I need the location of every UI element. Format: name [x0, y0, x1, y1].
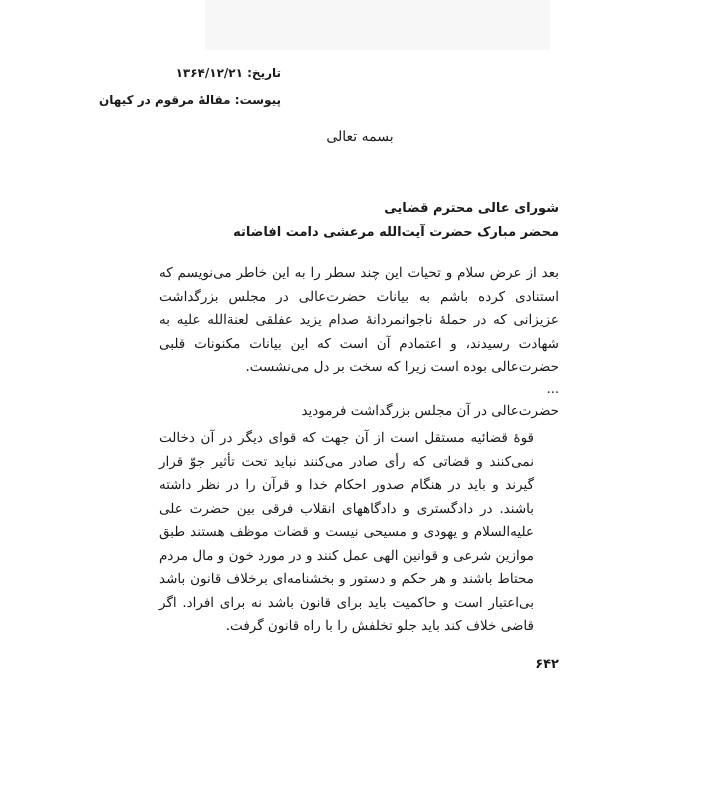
scan-top-strip	[205, 0, 550, 50]
date-label: تاریخ:	[247, 66, 281, 80]
addressee-line-2: محضر مبارک حضرت آیت‌الله مرعشی دامت افاضاته	[233, 225, 559, 240]
addressee-block	[129, 197, 559, 245]
addressee-line-1: شورای عالی محترم قضایی	[384, 201, 559, 216]
attachment-value: مقالهٔ مرقوم در کیهان	[99, 93, 231, 107]
letter-header	[81, 60, 281, 114]
page-number: ۶۴۲	[535, 657, 559, 672]
date-line	[81, 60, 281, 87]
ellipsis: ...	[546, 382, 559, 397]
invocation-heading: بسمه تعالی	[326, 129, 394, 145]
quote-intro: حضرت‌عالی در آن مجلس بزرگداشت فرمودید	[301, 403, 559, 419]
attachment-label: پیوست:	[234, 93, 281, 107]
attachment-line	[81, 87, 281, 114]
quoted-statement: قوهٔ قضائیه مستقل است از آن جهت که قوای دیگر در آن دخالت نمی‌کنند و قضاتی که رأی صادر می‌کنند نباید تحت تأثیر جوّ قرار گیرند و باید در هنگام صدور احکام خدا و قرآن را در نظر داشته باشند. در دادگستری و دادگاههای انقلاب فرقی بین حضرت علی علیه‌السلام و یهودی و مسیحی نیست و قضات موظف هستند طبق موازین شرعی و قوانین الهی عمل کنند و در مورد خون و مال مردم محتاط باشند و هر حکم و دستور و بخشنامه‌ای برخلاف قانون باشد بی‌اعتبار است و حاکمیت باید برای قانون باشد نه برای افراد. اگر قاضی خلاف کند باید جلو تخلفش را با راه قانون گرفت.	[159, 430, 534, 634]
date-value: ۱۳۶۴/۱۲/۲۱	[175, 66, 243, 80]
body-paragraph: بعد از عرض سلام و تحیات این چند سطر را به این خاطر می‌نویسم که استنادی کرده باشم به بیانات حضرت‌عالی در مجلس بزرگداشت عزیزانی که در حملهٔ ناجوانمردانهٔ صدام یزید عفلقی لعنةالله علیه به شهادت رسیدند، و اعتمادم آن است که این بیانات مکنونات قلبی حضرت‌عالی بوده است زیرا که سخت بر دل می‌نشست.	[159, 265, 559, 375]
